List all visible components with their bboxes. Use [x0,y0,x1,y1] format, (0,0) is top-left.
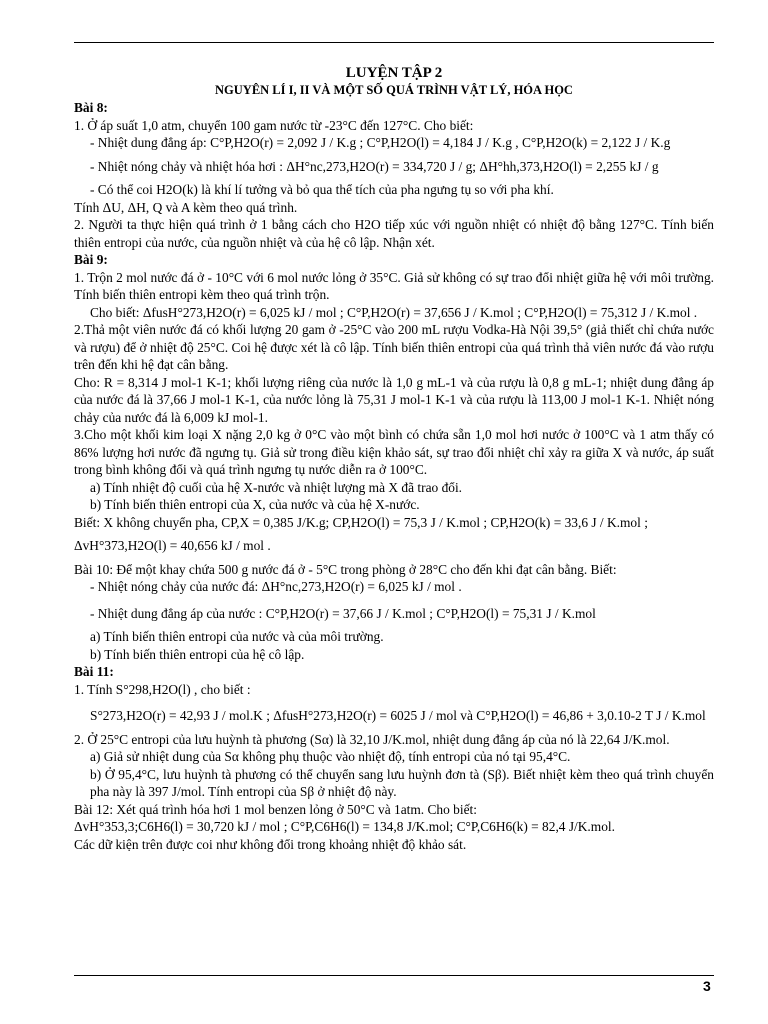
text-line: ΔvH°373,H2O(l) = 40,656 kJ / mol . [74,538,271,553]
exercise-content [74,99,714,853]
text-line: ΔvH°353,3;C6H6(l) = 30,720 kJ / mol ; C°P,C6H6(l) = 134,8 J/K.mol; C°P,C6H6(k) = 82,4 J/K.mol. [74,819,615,834]
text-line: a) Tính nhiệt độ cuối của hệ X-nước và nhiệt lượng mà X đã trao đổi. [90,479,463,495]
text-line: 3.Cho một khối kim loại X nặng 2,0 kg ở 0°C vào một bình có chứa sẵn 1,0 mol hơi nước ở 100°C và 1 atm thấy có 86% lượng hơi nước đã ngưng tụ. Giả sử trong điều kiện khảo sát, sự trao đổi nhiệt chỉ xảy ra giữa X và nước, áp suất trong bình không đổi và quá trình ngưng tụ nước diễn ra ở 100°C. [74,427,714,477]
text-line: Các dữ kiện trên được coi như không đổi trong khoảng nhiệt độ khảo sát. [74,836,467,852]
text-line: b) Tính biến thiên entropi của X, của nước và của hệ X-nước. [90,497,420,512]
text-line: b) Ở 95,4°C, lưu huỳnh tà phương có thể chuyển sang lưu huỳnh đơn tà (Sβ). Biết nhiệt kèm theo quá trình chuyển pha này là 397 J/mol. Tính entropi của Sβ ở nhiệt độ này. [90,766,714,799]
text-line: S°273,H2O(r) = 42,93 J / mol.K ; ΔfusH°273,H2O(r) = 6025 J / mol và C°P,H2O(l) = 46,86 + 3,0.10-2 T J / K.mol [90,708,706,723]
text-line: 1. Ở áp suất 1,0 atm, chuyển 100 gam nước từ -23°C đến 127°C. Cho biết: [74,117,474,133]
text-line: b) Tính biến thiên entropi của hệ cô lập. [90,646,305,662]
text-line: Tính ΔU, ΔH, Q và A kèm theo quá trình. [74,199,298,215]
page-number: 3 [703,978,711,994]
text-line: - Nhiệt nóng chảy của nước đá: ΔH°nc,273,H2O(r) = 6,025 kJ / mol . [90,579,462,594]
header-rule [74,42,714,43]
exercise-heading: Bài 8: [74,100,108,115]
exercise-heading: Bài 11: [74,664,114,679]
text-line: - Nhiệt nóng chảy và nhiệt hóa hơi : ΔH°nc,273,H2O(r) = 334,720 J / g; ΔH°hh,373,H2O(l) = 2,255 kJ / g [90,158,659,174]
text-line: Biết: X không chuyển pha, CP,X = 0,385 J/K.g; CP,H2O(l) = 75,3 J / K.mol ; CP,H2O(k) = 33,6 J / K.mol ; [74,514,648,530]
text-line: 2. Ở 25°C entropi của lưu huỳnh tà phương (Sα) là 32,10 J/K.mol, nhiệt dung đẳng áp của nó là 22,64 J/K.mol. [74,731,670,747]
text-line: Bài 10: Để một khay chứa 500 g nước đá ở - 5°C trong phòng ở 28°C cho đến khi đạt cân bằng. Biết: [74,561,617,577]
page-subtitle: NGUYÊN LÍ I, II VÀ MỘT SỐ QUÁ TRÌNH VẬT LÝ, HÓA HỌC [215,83,573,97]
text-line: Bài 12: Xét quá trình hóa hơi 1 mol benzen lỏng ở 50°C và 1atm. Cho biết: [74,801,477,817]
text-line: - Nhiệt dung đẳng áp: C°P,H2O(r) = 2,092 J / K.g ; C°P,H2O(l) = 4,184 J / K.g , C°P,H2O(k) = 2,122 J / K.g [90,135,671,150]
text-line: 2. Người ta thực hiện quá trình ở 1 bằng cách cho H2O tiếp xúc với nguồn nhiệt có nhiệt độ bằng 127°C. Tính biến thiên entropi của nước, của nguồn nhiệt và của hệ cô lập. Nhận xét. [74,217,714,250]
text-line: a) Giả sử nhiệt dung của Sα không phụ thuộc vào nhiệt độ, tính entropi của nó tại 95,4°C. [90,749,571,764]
page-title: LUYỆN TẬP 2 [345,65,443,81]
text-line: a) Tính biến thiên entropi của nước và của môi trường. [90,629,384,644]
footer-rule [74,975,714,976]
document-body [74,64,714,853]
text-line: 2.Thả một viên nước đá có khối lượng 20 gam ở -25°C vào 200 mL rượu Vodka-Hà Nội 39,5° (giả thiết chỉ chứa nước và rượu) để ở nhiệt độ 25°C. Coi hệ được xét là cô lập. Tính biến thiên entropi của quá trình thả viên nước đá vào rượu trên đến khi hệ đạt cân bằng. [74,322,714,372]
text-line: - Nhiệt dung đẳng áp của nước : C°P,H2O(r) = 37,66 J / K.mol ; C°P,H2O(l) = 75,31 J / K.mol [90,605,596,621]
text-line: Cho: R = 8,314 J mol-1 K-1; khối lượng riêng của nước là 1,0 g mL-1 và của rượu là 0,8 g mL-1; nhiệt dung đẳng áp của nước đá là 37,66 J mol-1 K-1, của nước lỏng là 75,31 J mol-1 K-1 và của rượu là 113,00 J mol-1 K-1. Nhiệt nóng chảy của nước đá là 6,009 kJ mol-1. [74,374,714,425]
text-line: Cho biết: ΔfusH°273,H2O(r) = 6,025 kJ / mol ; C°P,H2O(r) = 37,656 J / K.mol ; C°P,H2O(l) = 75,312 J / K.mol . [90,304,698,320]
exercise-heading: Bài 9: [74,252,108,267]
spacer [74,596,714,605]
spacer [74,698,714,707]
text-line: - Có thể coi H2O(k) là khí lí tưởng và bỏ qua thể tích của pha ngưng tụ so với pha khí. [90,182,554,197]
text-line: 1. Tính S°298,H2O(l) , cho biết : [74,681,251,697]
text-line: 1. Trộn 2 mol nước đá ở - 10°C với 6 mol nước lỏng ở 35°C. Giả sử không có sự trao đổi nhiệt giữa hệ với môi trường. Tính biến thiên entropi kèm theo quá trình trộn. [74,269,714,302]
